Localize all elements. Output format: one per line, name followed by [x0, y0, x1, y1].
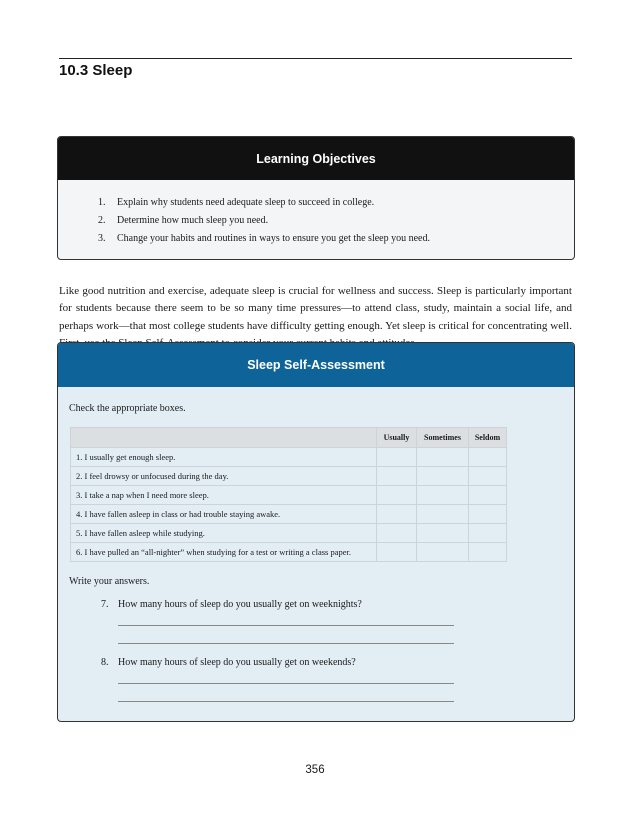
- objective-number: 1.: [98, 197, 106, 208]
- statement-cell: 5. I have fallen asleep while studying.: [71, 524, 377, 543]
- learning-objectives-title: Learning Objectives: [58, 137, 574, 180]
- body-paragraph: Like good nutrition and exercise, adequate sleep is crucial for wellness and success. Sleep is particularly important for students because there seem to be so many time pressures—to attend class, study, maintain a social life, and perhaps work—that most college students have difficulty getting enough. Yet sleep is critical for concentrating well.: [59, 285, 572, 332]
- answer-line[interactable]: [118, 683, 454, 684]
- seldom-checkbox[interactable]: [469, 524, 507, 543]
- objective-item: [98, 194, 430, 212]
- learning-objectives-box: [57, 136, 575, 260]
- section-title: 10.3 Sleep: [59, 62, 133, 79]
- question-item: [101, 657, 356, 668]
- question-item: [101, 599, 362, 610]
- objective-text: Change your habits and routines in ways to ensure you get the sleep you need.: [117, 233, 430, 244]
- top-rule: [59, 58, 572, 59]
- question-text: How many hours of sleep do you usually get on weeknights?: [118, 599, 362, 610]
- column-header-sometimes: Sometimes: [417, 428, 469, 448]
- statement-cell: 1. I usually get enough sleep.: [71, 448, 377, 467]
- usually-checkbox[interactable]: [377, 467, 417, 486]
- statement-cell: 4. I have fallen asleep in class or had trouble staying awake.: [71, 505, 377, 524]
- statement-cell: 2. I feel drowsy or unfocused during the day.: [71, 467, 377, 486]
- usually-checkbox[interactable]: [377, 524, 417, 543]
- question-number: 7.: [101, 599, 109, 610]
- table-row: [71, 543, 507, 562]
- usually-checkbox[interactable]: [377, 505, 417, 524]
- answer-line[interactable]: [118, 701, 454, 702]
- sometimes-checkbox[interactable]: [417, 524, 469, 543]
- objective-text: Determine how much sleep you need.: [117, 215, 269, 226]
- table-row: [71, 505, 507, 524]
- table-row: [71, 524, 507, 543]
- column-header-seldom: Seldom: [469, 428, 507, 448]
- sleep-self-assessment-box: [57, 342, 575, 722]
- objective-item: [98, 212, 430, 230]
- table-row: [71, 467, 507, 486]
- usually-checkbox[interactable]: [377, 486, 417, 505]
- answer-line[interactable]: [118, 643, 454, 644]
- objective-number: 3.: [98, 233, 106, 244]
- statement-cell: 3. I take a nap when I need more sleep.: [71, 486, 377, 505]
- table-row: [71, 486, 507, 505]
- check-boxes-instruction: Check the appropriate boxes.: [69, 403, 186, 414]
- table-header-row: [71, 428, 507, 448]
- seldom-checkbox[interactable]: [469, 505, 507, 524]
- answer-line[interactable]: [118, 625, 454, 626]
- sometimes-checkbox[interactable]: [417, 505, 469, 524]
- sometimes-checkbox[interactable]: [417, 543, 469, 562]
- usually-checkbox[interactable]: [377, 448, 417, 467]
- column-header-usually: Usually: [377, 428, 417, 448]
- seldom-checkbox[interactable]: [469, 486, 507, 505]
- question-text: How many hours of sleep do you usually get on weekends?: [118, 657, 356, 668]
- column-header-statement: [71, 428, 377, 448]
- page-number: 356: [305, 764, 325, 776]
- sometimes-checkbox[interactable]: [417, 448, 469, 467]
- table-row: [71, 448, 507, 467]
- seldom-checkbox[interactable]: [469, 467, 507, 486]
- write-answers-instruction: Write your answers.: [69, 576, 150, 587]
- sometimes-checkbox[interactable]: [417, 467, 469, 486]
- objective-text: Explain why students need adequate sleep to succeed in college.: [117, 197, 375, 208]
- usually-checkbox[interactable]: [377, 543, 417, 562]
- objective-item: [98, 230, 430, 248]
- seldom-checkbox[interactable]: [469, 543, 507, 562]
- self-assessment-title: Sleep Self-Assessment: [58, 343, 574, 387]
- statement-cell: 6. I have pulled an “all-nighter” when studying for a test or writing a class paper.: [71, 543, 377, 562]
- objective-number: 2.: [98, 215, 106, 226]
- self-assessment-table: [70, 427, 507, 562]
- seldom-checkbox[interactable]: [469, 448, 507, 467]
- question-number: 8.: [101, 657, 109, 668]
- learning-objectives-list: [98, 194, 430, 248]
- sometimes-checkbox[interactable]: [417, 486, 469, 505]
